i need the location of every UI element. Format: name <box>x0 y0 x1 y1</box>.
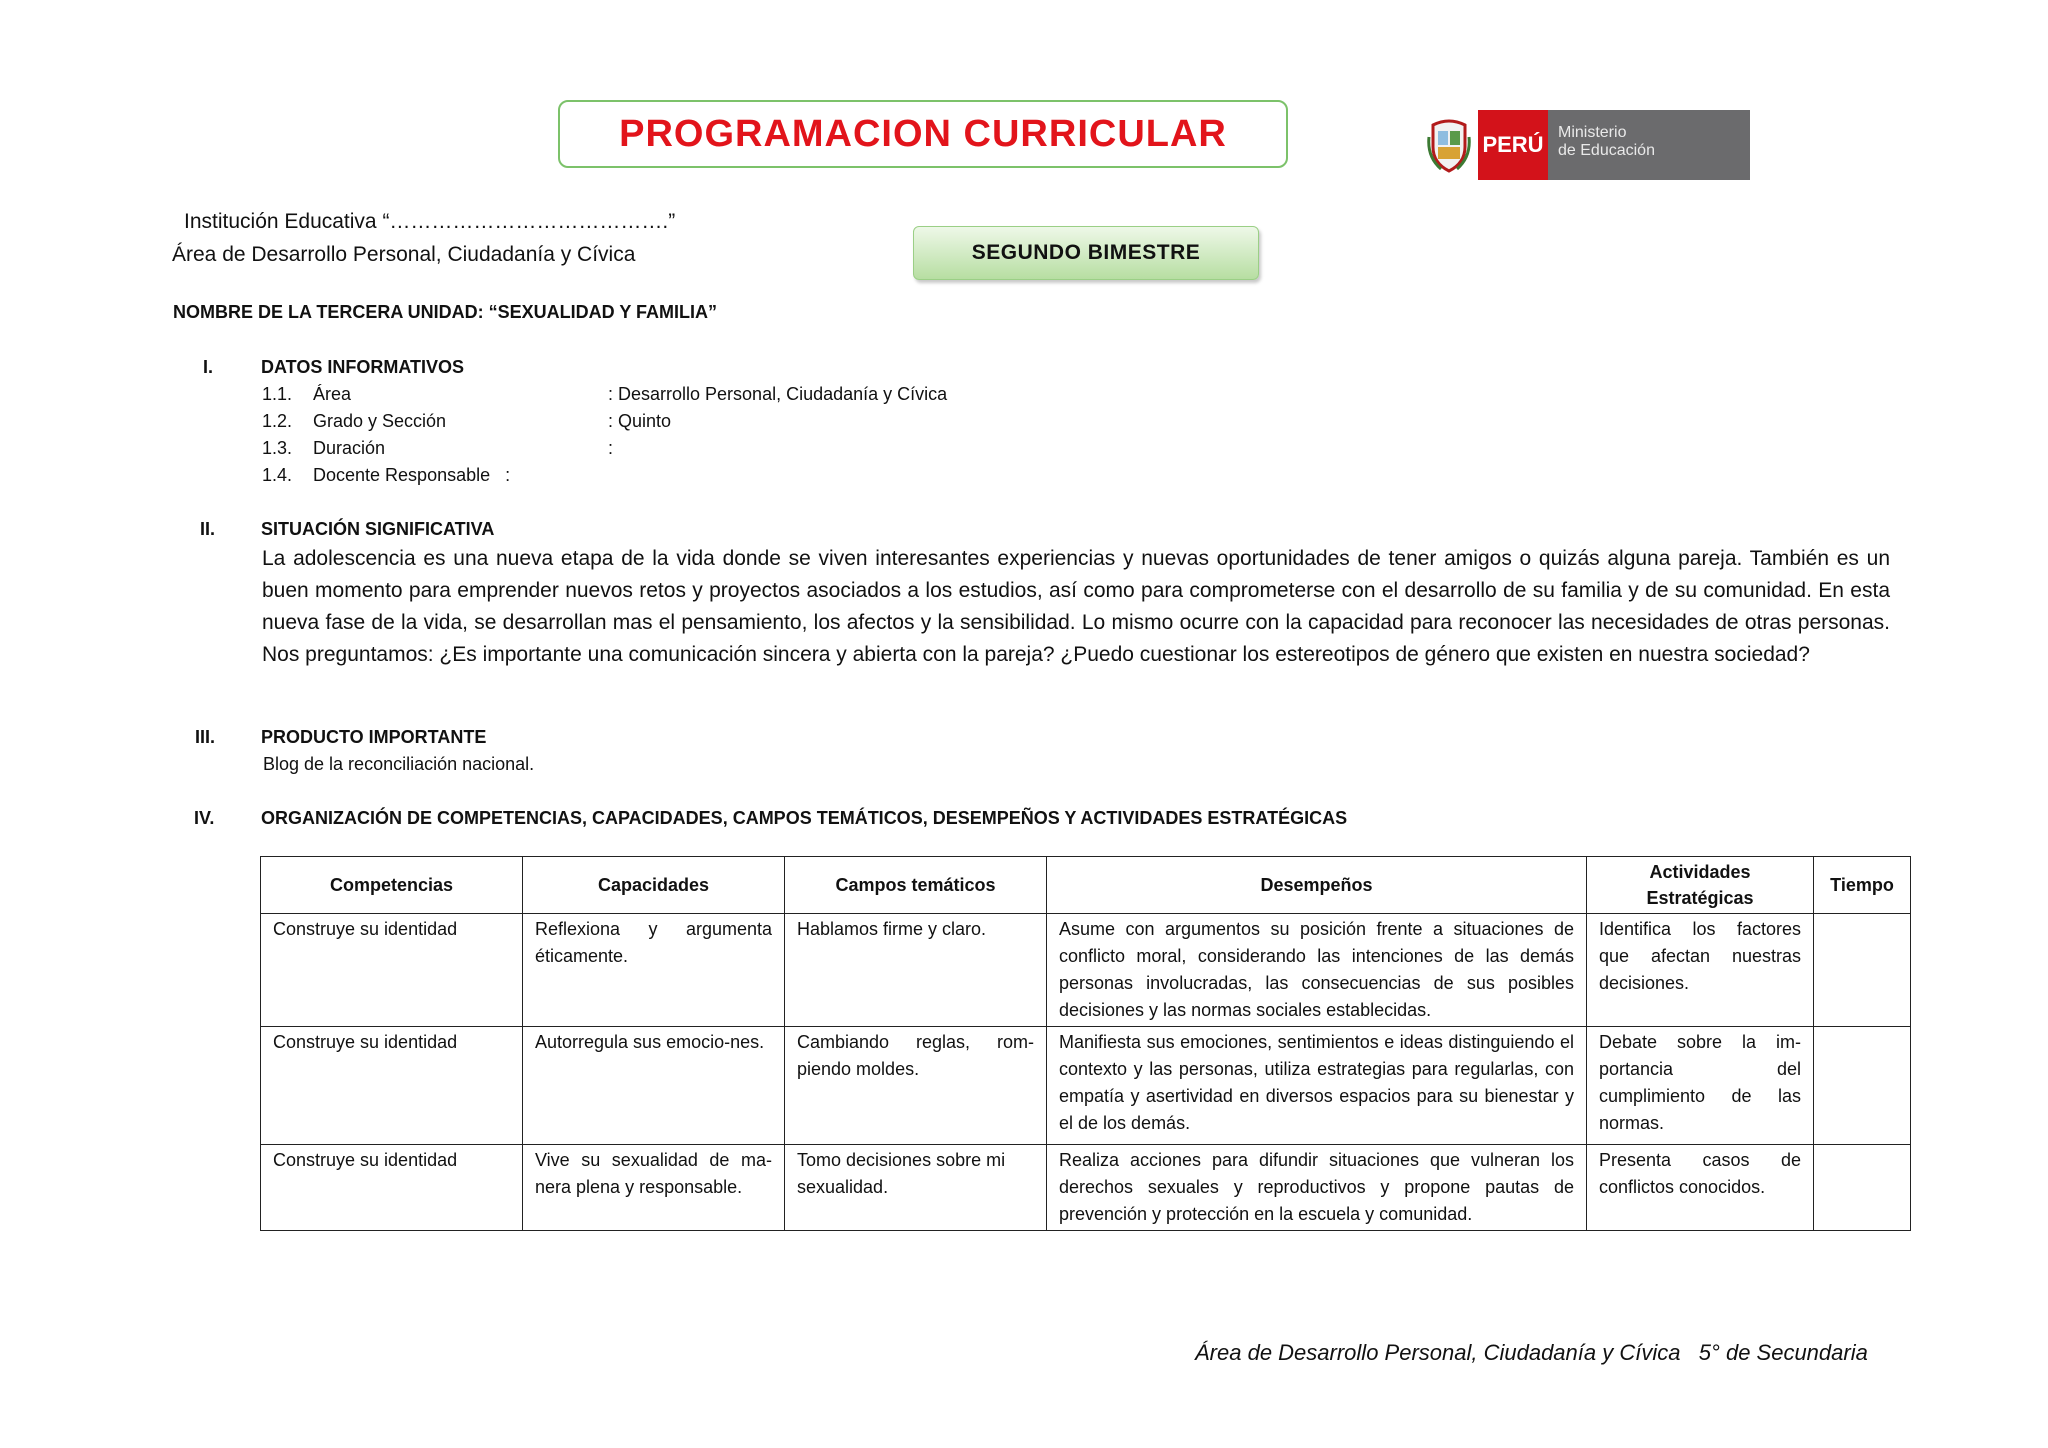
datos-item-num: 1.3. <box>262 438 293 458</box>
section-title-organizacion: ORGANIZACIÓN DE COMPETENCIAS, CAPACIDADES, CAMPOS TEMÁTICOS, DESEMPEÑOS Y ACTIVIDADES ESTRATÉGICAS <box>261 808 1348 828</box>
table-cell: Construye su identidad <box>261 914 523 1027</box>
bimestre-badge <box>913 226 1259 280</box>
table-cell: Manifiesta sus emociones, sentimientos e ideas distinguiendo el contexto y las personas, utiliza estrategias para regularlas, con empatía y asertividad en diversos espacios para su bienestar y el de los demás. <box>1047 1027 1587 1145</box>
peru-label: PERÚ <box>1478 110 1548 180</box>
datos-item-value: : Quinto <box>608 411 672 431</box>
table-cell: Construye su identidad <box>261 1027 523 1145</box>
column-header: Actividades Estratégicas <box>1587 857 1814 914</box>
unidad-title: NOMBRE DE LA TERCERA UNIDAD: “SEXUALIDAD Y FAMILIA” <box>173 302 718 322</box>
section-num-1: I. <box>203 357 214 377</box>
datos-item-label: Grado y Sección <box>313 411 447 431</box>
table-cell <box>1814 914 1911 1027</box>
datos-item-value: : Desarrollo Personal, Ciudadanía y Cívica <box>608 384 948 404</box>
datos-item-label: Área <box>313 384 352 404</box>
situacion-text: La adolescencia es una nueva etapa de la vida donde se viven interesantes experiencias y nuevas oportunidades de tener amigos o quizás alguna pareja. También es un buen momento para emprender nuevos retos y proyectos asociados a los estudios, así como para comprometerse con el desarrollo de su familia y de su comunidad. En esta nueva fase de la vida, se desarrollan mas el pensamiento, los afectos y la sensibilidad. Lo mismo ocurre con la capacidad para reconocer las necesidades de otras personas. Nos preguntamos: ¿Es importante una comunicación sincera y abierta con la pareja? ¿Puedo cuestionar los estereotipos de género que existen en nuestra sociedad? <box>262 547 1890 666</box>
table-cell: Identifica los factores que afectan nuestras decisiones. <box>1587 914 1814 1027</box>
coat-of-arms-icon <box>1420 110 1478 180</box>
column-header: Campos temáticos <box>785 857 1047 914</box>
table-cell <box>1814 1145 1911 1231</box>
table-cell: Vive su sexualidad de ma-nera plena y responsable. <box>523 1145 785 1231</box>
table-cell: Tomo decisiones sobre mi sexualidad. <box>785 1145 1047 1231</box>
area-line: Área de Desarrollo Personal, Ciudadanía y Cívica <box>172 243 636 266</box>
table-header-row <box>261 857 1911 914</box>
column-header: Competencias <box>261 857 523 914</box>
table-cell: Realiza acciones para difundir situaciones que vulneran los derechos sexuales y reproductivos y propone pautas de prevención y protección en la escuela y comunidad. <box>1047 1145 1587 1231</box>
competencias-table <box>260 856 1911 1231</box>
table-cell: Autorregula sus emocio-nes. <box>523 1027 785 1145</box>
column-header: Capacidades <box>523 857 785 914</box>
column-header: Tiempo <box>1814 857 1911 914</box>
table-cell <box>1814 1027 1911 1145</box>
table-row <box>261 1027 1911 1145</box>
bimestre-label: SEGUNDO BIMESTRE <box>971 241 1201 264</box>
table-row <box>261 914 1911 1027</box>
table-cell: Presenta casos de conflictos conocidos. <box>1587 1145 1814 1231</box>
datos-item-label: Duración <box>313 438 386 458</box>
page-title: PROGRAMACION CURRICULAR <box>619 112 1227 155</box>
page-footer: Área de Desarrollo Personal, Ciudadanía y Cívica 5° de Secundaria <box>1195 1340 1868 1365</box>
datos-item-num: 1.1. <box>262 384 293 404</box>
table-row <box>261 1145 1911 1231</box>
producto-text: Blog de la reconciliación nacional. <box>263 754 535 774</box>
table-cell: Cambiando reglas, rom-piendo moldes. <box>785 1027 1047 1145</box>
ministerio-label: Ministerio de Educación <box>1548 110 1750 180</box>
title-box <box>558 100 1288 168</box>
institucion-line: Institución Educativa “………………………………….” <box>184 210 676 233</box>
table-cell: Reflexiona y argumenta éticamente. <box>523 914 785 1027</box>
datos-item-label: Docente Responsable : <box>313 465 511 485</box>
table-cell: Asume con argumentos su posición frente a situaciones de conflicto moral, considerando las intenciones de las demás personas involucradas, las consecuencias de sus posibles decisiones y las normas sociales establecidas. <box>1047 914 1587 1027</box>
table-cell: Debate sobre la im-portancia del cumplimiento de las normas. <box>1587 1027 1814 1145</box>
datos-item-value: : <box>608 438 614 458</box>
section-title-situacion: SITUACIÓN SIGNIFICATIVA <box>261 519 495 539</box>
datos-item-num: 1.4. <box>262 465 293 485</box>
datos-item-num: 1.2. <box>262 411 293 431</box>
column-header: Desempeños <box>1047 857 1587 914</box>
section-title-producto: PRODUCTO IMPORTANTE <box>261 727 487 747</box>
minedu-logo <box>1420 110 1750 180</box>
table-cell: Hablamos firme y claro. <box>785 914 1047 1027</box>
section-title-datos: DATOS INFORMATIVOS <box>261 357 465 377</box>
section-num-3: III. <box>195 727 216 747</box>
section-num-2: II. <box>200 519 216 539</box>
table-cell: Construye su identidad <box>261 1145 523 1231</box>
section-num-4: IV. <box>194 808 215 828</box>
